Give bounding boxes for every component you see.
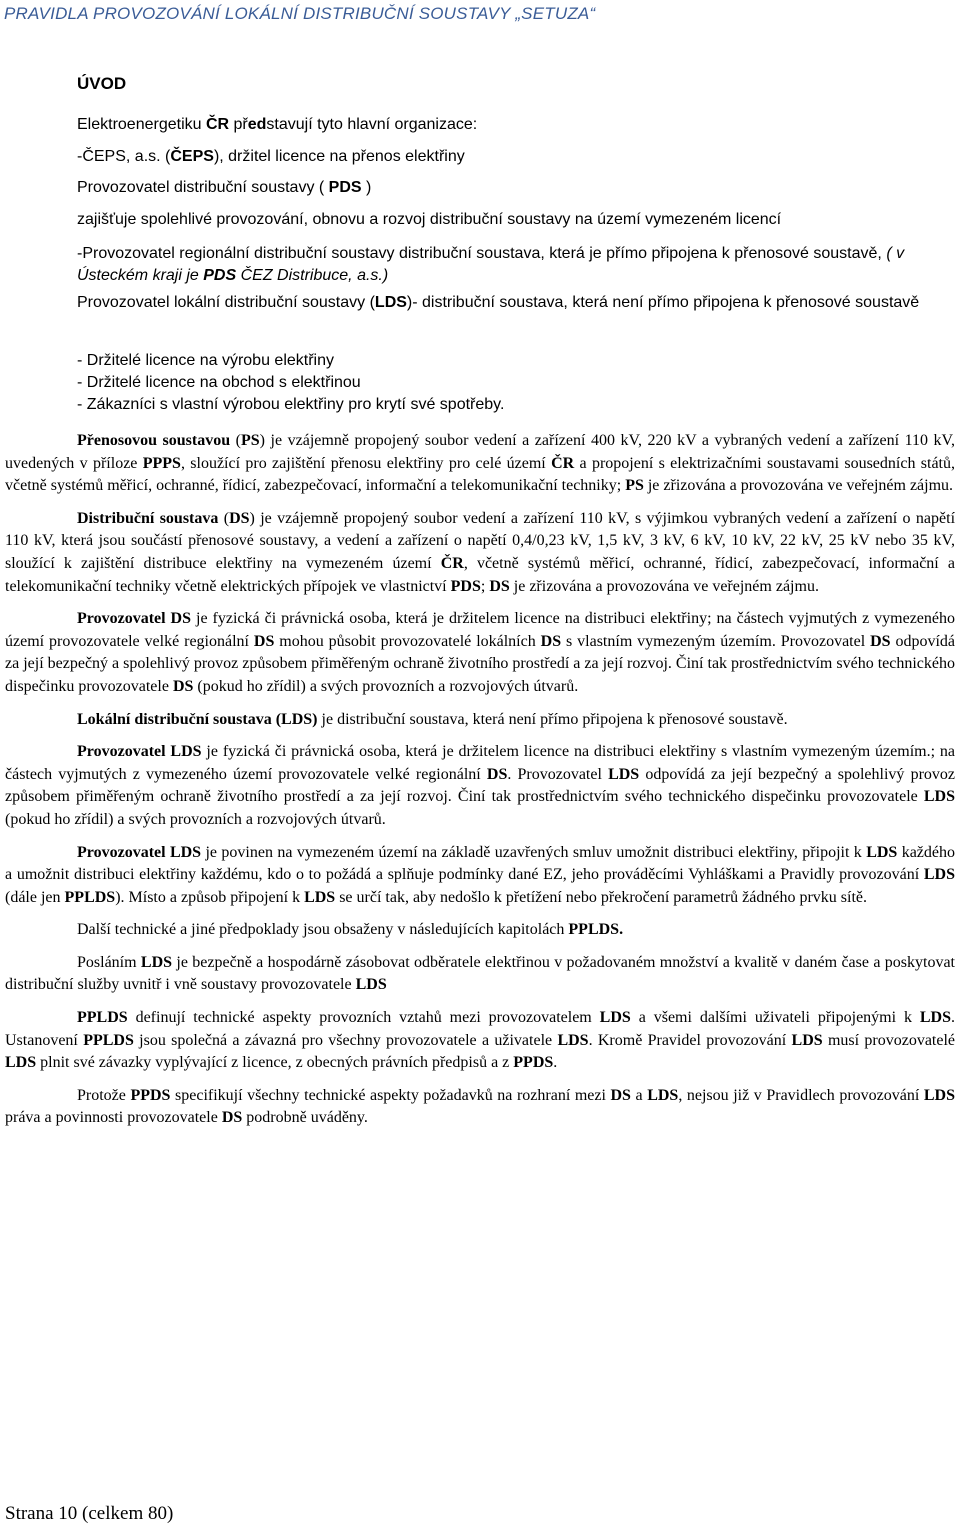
- paragraph-ppds: Protože PPDS specifikují všechny technické aspekty požadavků na rozhraní mezi DS a LDS, nejsou již v Pravidlech provozování LDS práva a povinnosti provozovatele DS podrobně uváděny.: [5, 1086, 955, 1127]
- local-operator-text: Provozovatel lokální distribuční soustavy (LDS)- distribuční soustava, která není přímo připojena k přenosové soustavě: [77, 294, 920, 311]
- paragraph-lds: Lokální distribuční soustava (LDS) je distribuční soustava, která není přímo připojena k přenosové soustavě.: [77, 710, 788, 728]
- list-item: - Zákazníci s vlastní výrobou elektřiny pro krytí své spotřeby.: [77, 396, 505, 413]
- page-footer: Strana 10 (celkem 80): [5, 1503, 174, 1524]
- paragraph-obligations: Provozovatel LDS je povinen na vymezeném území na základě uzavřených smluv umožnit distribuci elektřiny, připojit k LDS každého a umožnit distribuci elektřiny každému, kdo o to požádá a splňuje podmínky dané EZ, jeho prováděcími Vyhláškami a Pravidly provozování LDS (dále jen PPLDS). Místo a způsob připojení k LDS se určí tak, aby nedošlo k přetížení nebo překročení parametrů žádného prvku sítě.: [5, 843, 956, 906]
- paragraph-ds: Distribuční soustava (DS) je vzájemně propojený soubor vedení a zařízení 110 kV, s výjimkou vybraných vedení a zařízení o napětí 110 kV, která jsou součástí přenosové soustavy, a vedení a zařízení o napětí 0,4/0,23 kV, 1,5 kV, 3 kV, 6 kV, 10 kV, 22 kV, 25 kV nebo 35 kV, sloužící k zajištění distribuce elektřiny na vymezeném území ČR, včetně systémů měřicí, ochranné, řídicí, zabezpečovací, informační a telekomunikační techniky včetně elektrických přípojek ve vlastnictví PDS; DS je zřizována a provozována ve veřejném zájmu.: [5, 509, 956, 595]
- intro-line-4: zajišťuje spolehlivé provozování, obnovu a rozvoj distribuční soustavy na území vymezeném licencí: [77, 211, 782, 228]
- list-item: - Držitelé licence na obchod s elektřinou: [77, 374, 361, 391]
- list-item: - Držitelé licence na výrobu elektřiny: [77, 352, 334, 369]
- section-heading: ÚVOD: [77, 74, 127, 93]
- intro-block: [77, 108, 781, 236]
- paragraph-pplds: PPLDS definují technické aspekty provozních vztahů mezi provozovatelem LDS a všemi dalšími uživateli připojenými k LDS. Ustanovení PPLDS jsou společná a závazná pro všechny provozovatele a uživatele LDS. Kromě Pravidel provozování LDS musí provozovatelé LDS plnit své závazky vyplývající z licence, z obecných právních předpisů a z PPDS.: [5, 1009, 956, 1072]
- document-header: PRAVIDLA PROVOZOVÁNÍ LOKÁLNÍ DISTRIBUČNÍ SOUSTAVY „SETUZA“: [4, 4, 596, 23]
- body-text: [5, 430, 955, 1140]
- intro-line-2: -ČEPS, a.s. (ČEPS), držitel licence na přenos elektřiny: [77, 148, 465, 165]
- paragraph-mission: Posláním LDS je bezpečně a hospodárně zásobovat odběratele elektřinou v požadovaném množství a kvalitě v daném čase a poskytovat distribuční služby uvnitř i vně soustavy provozovatele LDS: [5, 953, 956, 994]
- licence-holders-list: [77, 350, 504, 416]
- paragraph-ps: Přenosovou soustavou (PS) je vzájemně propojený soubor vedení a zařízení 400 kV, 220 kV a vybraných vedení a zařízení 110 kV, uvedených v příloze PPPS, sloužící pro zajištění přenosu elektřiny pro celé území ČR a propojení s elektrizačními soustavami sousedních států, včetně systémů měřicí, ochranné, řídicí, zabezpečovací, informační a telekomunikační techniky; PS je zřizována a provozována ve veřejném zájmu.: [5, 432, 956, 495]
- intro-line-3: Provozovatel distribuční soustavy ( PDS ): [77, 179, 372, 196]
- intro-line-1: Elektroenergetiku ČR představují tyto hlavní organizace:: [77, 116, 478, 133]
- paragraph-further: Další technické a jiné předpoklady jsou obsaženy v následujících kapitolách PPLDS.: [77, 921, 624, 939]
- paragraph-pds: Provozovatel DS je fyzická či právnická osoba, která je držitelem licence na distribuci elektřiny; na částech vyjmutých z vymezeného území provozovatele velké regionální DS mohou působit provozovatelé lokálních DS s vlastním vymezeným územím. Provozovatel DS odpovídá za její bezpečný a spolehlivý provoz způsobem přiměřeným ochraně životního prostředí a za její rozvoj. Činí tak prostřednictvím svého technického dispečinku provozovatele DS (pokud ho zřídil) a svých provozních a rozvojových útvarů.: [5, 610, 956, 695]
- paragraph-plds: Provozovatel LDS je fyzická či právnická osoba, která je držitelem licence na distribuci elektřiny s vlastním vymezeným územím.; na částech vyjmutých z vymezeného území provozovatele velké regionální DS. Provozovatel LDS odpovídá za její bezpečný a spolehlivý provoz způsobem přiměřeným ochraně životního prostředí a za její rozvoj. Činí tak prostřednictvím svého technického dispečinku provozovatele LDS (pokud ho zřídil) a svých provozních a rozvojových útvarů.: [5, 743, 956, 828]
- regional-operator-text: -Provozovatel regionální distribuční soustavy distribuční soustava, která je přímo připojena k přenosové soustavě, ( v Ústeckém kraji je PDS ČEZ Distribuce, a.s.): [77, 245, 905, 284]
